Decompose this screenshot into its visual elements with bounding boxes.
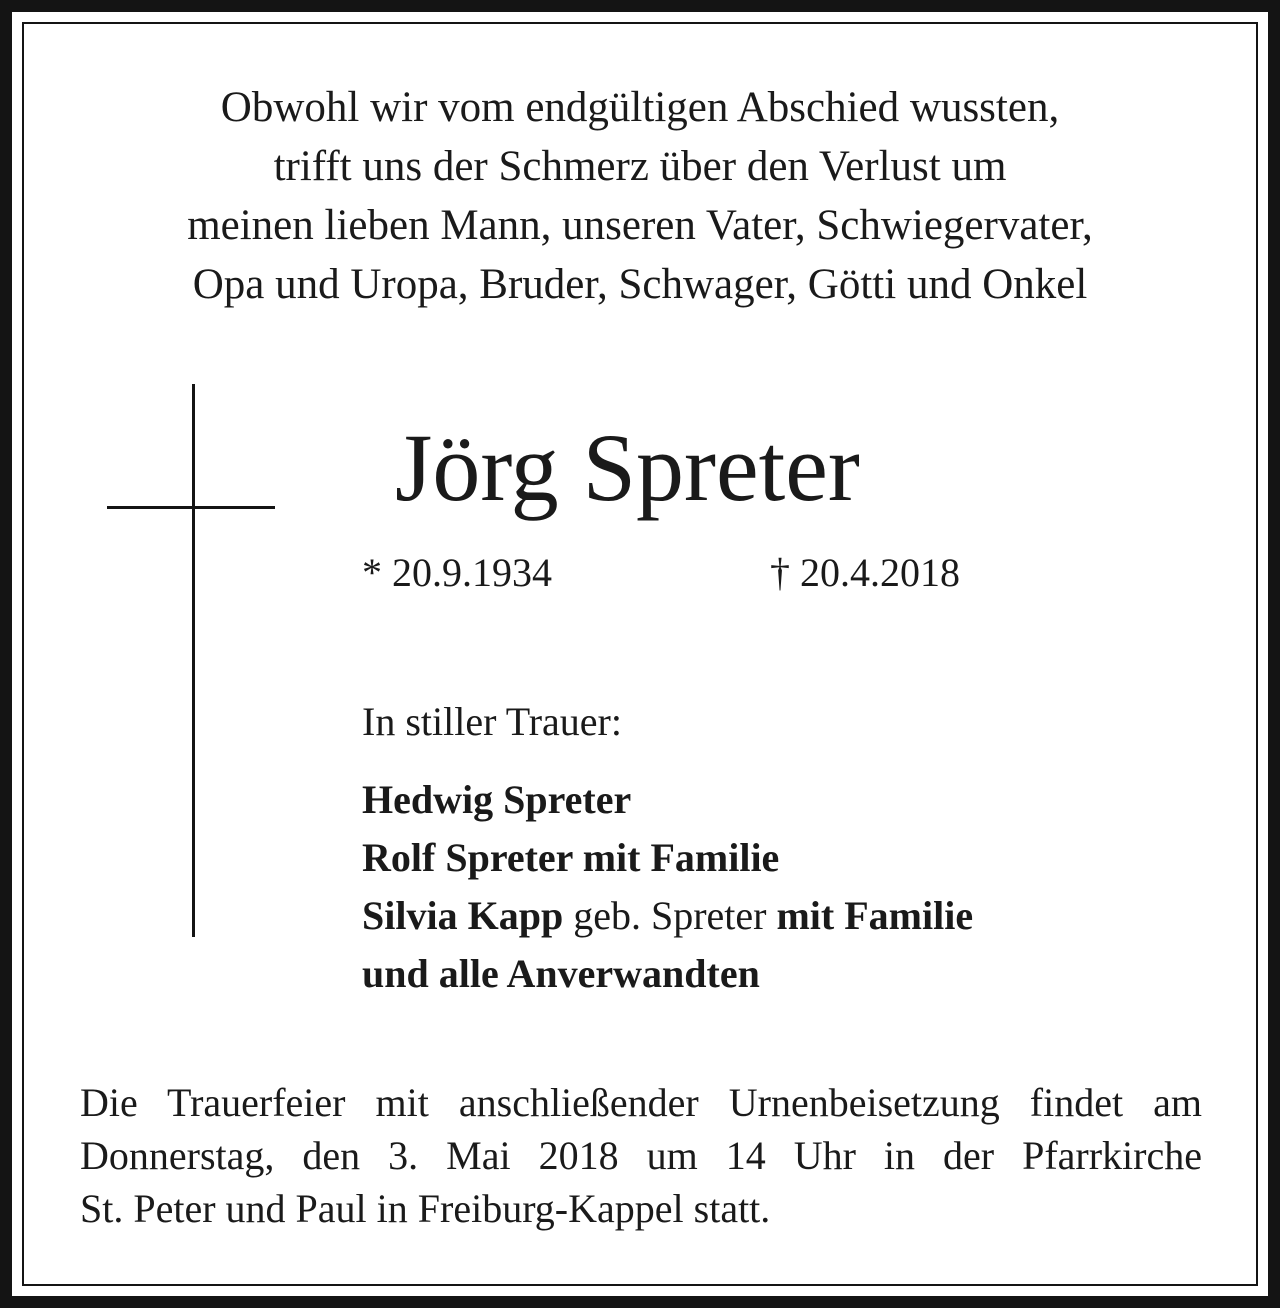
deceased-name: Jörg Spreter <box>395 414 860 521</box>
service-line: St. Peter und Paul in Freiburg-Kappel statt. <box>80 1186 771 1231</box>
intro-line: meinen lieben Mann, unseren Vater, Schwiegervater, <box>187 202 1093 249</box>
service-line: Die Trauerfeier mit anschließender Urnenbeisetzung findet am <box>80 1080 1202 1125</box>
death-date: † 20.4.2018 <box>770 550 960 595</box>
mourner-line <box>362 887 973 945</box>
mourning-heading: In stiller Trauer: <box>362 699 622 744</box>
birth-date: * 20.9.1934 <box>362 550 552 595</box>
intro-line: Opa und Uropa, Bruder, Schwager, Götti und Onkel <box>192 261 1088 308</box>
mourners-list <box>362 771 973 1003</box>
mourner-line: Hedwig Spreter <box>362 777 632 822</box>
intro-line: Obwohl wir vom endgültigen Abschied wussten, <box>220 84 1060 131</box>
mourner-maiden-name: geb. Spreter <box>563 893 777 938</box>
cross-vertical-bar <box>192 384 195 937</box>
service-line: Donnerstag, den 3. Mai 2018 um 14 Uhr in der Pfarrkirche <box>80 1133 1202 1178</box>
service-notice <box>80 1076 1202 1235</box>
mourner-suffix: mit Familie <box>776 893 974 938</box>
cross-horizontal-bar <box>107 506 275 509</box>
intro-line: trifft uns der Schmerz über den Verlust um <box>273 143 1007 190</box>
mourner-name: Silvia Kapp <box>362 893 564 938</box>
mourner-line: Rolf Spreter mit Familie <box>362 835 780 880</box>
mourner-line: und alle Anverwandten <box>362 951 760 996</box>
intro-text <box>40 78 1240 314</box>
